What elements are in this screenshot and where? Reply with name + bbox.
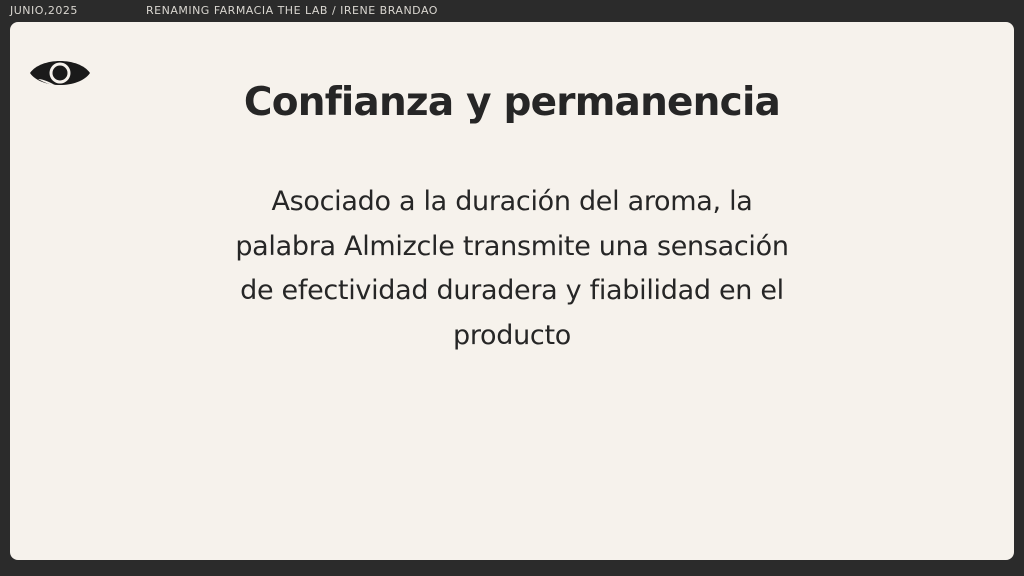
header-date: JUNIO,2025 bbox=[10, 4, 78, 17]
slide-card bbox=[10, 22, 1014, 560]
header-project-title: RENAMING FARMACIA THE LAB / IRENE BRANDAO bbox=[146, 4, 438, 17]
top-bar bbox=[0, 0, 1024, 22]
slide-title: Confianza y permanencia bbox=[243, 80, 781, 125]
slide-body-text: Asociado a la duración del aroma, la palabra Almizcle transmite una sensación de efectividad duradera y fiabilidad en el producto bbox=[235, 186, 789, 351]
